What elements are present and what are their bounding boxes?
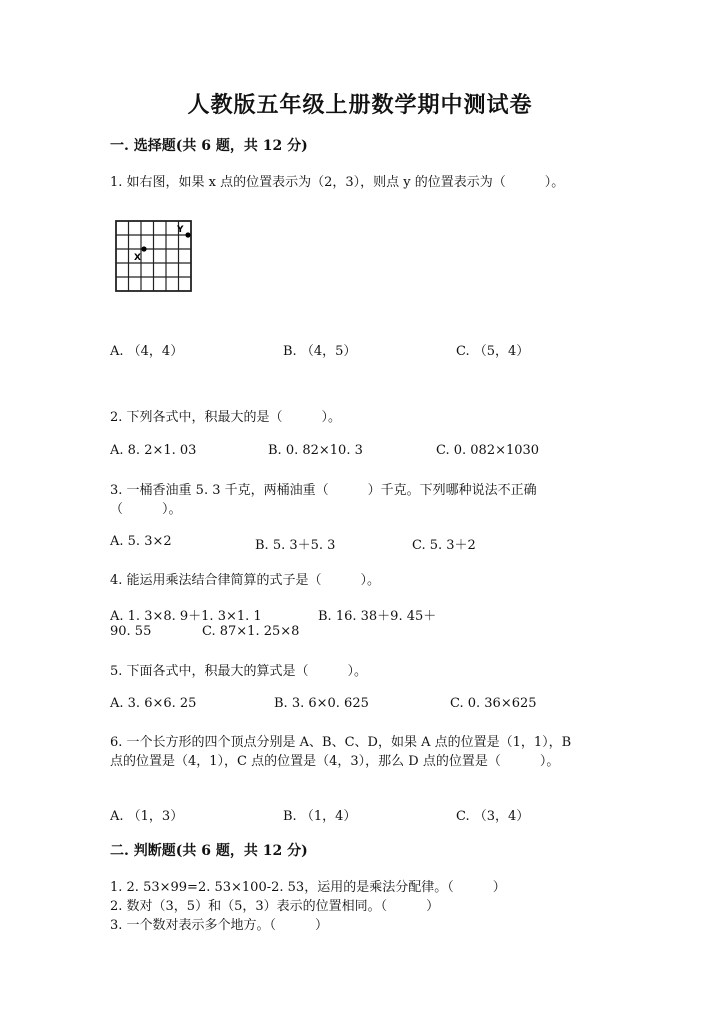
q3-option-b: B. 5. 3＋5. 3 — [255, 538, 336, 553]
point-x-label: X — [134, 253, 141, 263]
coordinate-grid-figure — [113, 218, 195, 294]
question-1-text: 1. 如右图，如果 x 点的位置表示为（2，3），则点 y 的位置表示为（ ）。 — [110, 175, 565, 190]
q4-option-b-continued: 90. 55 — [110, 624, 152, 639]
q3-option-c: C. 5. 3＋2 — [412, 538, 476, 553]
section-1-heading: 一. 选择题(共 6 题，共 12 分) — [110, 138, 308, 154]
judge-item-3: 3. 一个数对表示多个地方。（ ） — [110, 918, 329, 933]
page-title: 人教版五年级上册数学期中测试卷 — [187, 92, 533, 118]
point-x-dot — [141, 246, 146, 251]
q6-option-b: B. （1，4） — [283, 809, 357, 824]
question-2-text: 2. 下列各式中，积最大的是（ ）。 — [110, 410, 342, 425]
q6-option-c: C. （3，4） — [456, 809, 530, 824]
q2-option-c: C. 0. 082×1030 — [436, 443, 540, 458]
q2-option-b: B. 0. 82×10. 3 — [268, 443, 363, 458]
judge-item-1: 1. 2. 53×99=2. 53×100-2. 53，运用的是乘法分配律。（ ） — [110, 880, 506, 895]
section-2-heading: 二. 判断题(共 6 题，共 12 分) — [110, 843, 308, 859]
question-3-text-line-1: 3. 一桶香油重 5. 3 千克，两桶油重（ ）千克。下列哪种说法不正确 — [110, 483, 537, 498]
q3-option-a: A. 5. 3×2 — [110, 534, 172, 549]
q5-option-b: B. 3. 6×0. 625 — [274, 696, 369, 711]
q5-option-c: C. 0. 36×625 — [450, 696, 537, 711]
q6-option-a: A. （1，3） — [110, 809, 184, 824]
q1-option-a: A. （4，4） — [110, 344, 184, 359]
question-5-text: 5. 下面各式中，积最大的算式是（ ）。 — [110, 664, 368, 679]
point-y-label: Y — [177, 225, 184, 235]
question-6-text-line-1: 6. 一个长方形的四个顶点分别是 A、B、C、D，如果 A 点的位置是（1，1），B — [110, 735, 572, 750]
q5-option-a: A. 3. 6×6. 25 — [110, 696, 197, 711]
q4-option-c: C. 87×1. 25×8 — [202, 624, 300, 639]
q4-option-b: B. 16. 38＋9. 45＋ — [318, 609, 437, 624]
q1-option-c: C. （5，4） — [456, 344, 530, 359]
q2-option-a: A. 8. 2×1. 03 — [110, 443, 197, 458]
question-6-text-line-2: 点的位置是（4，1），C 点的位置是（4，3），那么 D 点的位置是（ ）。 — [110, 754, 560, 769]
judge-item-2: 2. 数对（3，5）和（5，3）表示的位置相同。（ ） — [110, 899, 440, 914]
q1-option-b: B. （4，5） — [283, 344, 357, 359]
point-y-dot — [185, 232, 190, 237]
question-3-text-line-2: （ ）。 — [110, 502, 182, 517]
q4-option-a: A. 1. 3×8. 9＋1. 3×1. 1 — [110, 609, 262, 624]
question-4-text: 4. 能运用乘法结合律简算的式子是（ ）。 — [110, 573, 381, 588]
